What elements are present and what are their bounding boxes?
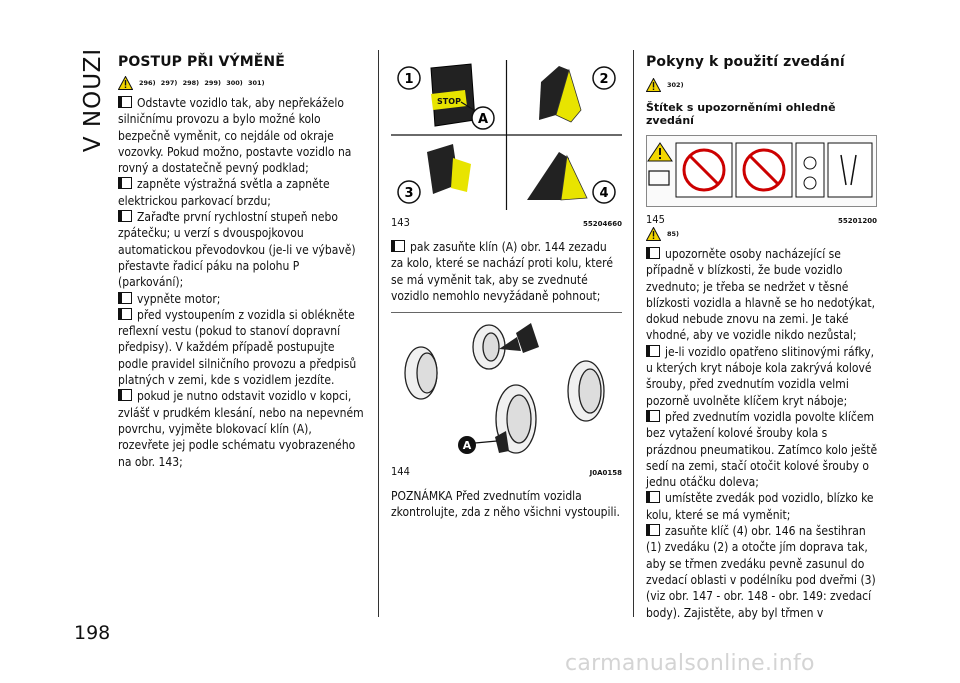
instruction-item: je-li vozidlo opatřeno slitinovými ráfky, u kterých kryt náboje kola zakrývá kolové šrouby, před zvednutím vozidla velmi pozorně uvolněte klíčem kryt náboje; <box>646 344 878 409</box>
wedge-open <box>527 152 587 200</box>
warning-refs <box>646 77 878 93</box>
subheading: Štítek s upozorněními ohledně zvedání <box>646 101 836 127</box>
warning-triangle-icon <box>646 227 661 241</box>
figure-label-4: 4 <box>599 186 609 201</box>
page-number: 198 <box>74 622 111 644</box>
section-side-label <box>78 40 108 160</box>
instruction-item: upozorněte osoby nacházející se případně v blízkosti, že bude vozidlo zvednuto; je třeba se nedržet v těsné blízkosti vozidla a hlavně se ho nedotýkat, dokud nebude znovu na zemi. Je také vhodné, aby ve vozidle nikdo nezůstal; <box>646 246 878 344</box>
column-2 <box>391 60 622 521</box>
column-3 <box>646 53 878 621</box>
instruction-item: umístěte zvedák pod vozidlo, blízko ke kolu, které se má vyměnit; <box>646 490 878 523</box>
section-heading: POSTUP PŘI VÝMĚNĚ <box>118 54 285 70</box>
instruction-item: pak zasuňte klín (A) obr. 144 zezadu za kolo, které se nachází proti kolu, které se má vyměnit tak, aby se zvednuté vozidlo nemohlo nevyžádaně pohnout; <box>391 239 622 304</box>
column-1 <box>118 53 366 470</box>
figure-caption <box>646 213 877 226</box>
figure-code: 55204660 <box>583 220 622 228</box>
figure-145 <box>646 135 877 226</box>
figure-number: 144 <box>391 465 410 479</box>
figure-label-2: 2 <box>599 72 609 87</box>
wedge-opening <box>539 66 581 122</box>
instruction-item: Zařaďte první rychlostní stupeň nebo zpátečku; u verzí s dvouspojkovou automatickou převodovkou (je-li ve výbavě) přestavte řadicí páku na polohu P (parkování); <box>118 209 366 290</box>
wedge-label-text: STOP <box>437 97 461 106</box>
watermark: carmanualsonline.info <box>565 651 815 676</box>
figure-number: 143 <box>391 216 410 229</box>
column-divider <box>633 50 634 617</box>
figure-label-A: A <box>462 439 472 453</box>
separator <box>391 312 622 313</box>
figure-code: 55201200 <box>838 217 877 225</box>
warning-triangle-icon <box>646 78 661 92</box>
figure-label-1: 1 <box>404 72 414 87</box>
wedge-half-open <box>427 144 471 194</box>
figure-143 <box>391 60 622 229</box>
instruction-item: Odstavte vozidlo tak, aby nepřekáželo silničnímu provozu a bylo možné kolo bezpečně vyměnit, co nejdále od okraje vozovky. Pokud možno, postavte vozidlo na rovný a dostatečně pevný podklad; <box>118 95 366 176</box>
instruction-item: vypněte motor; <box>118 291 366 307</box>
figure-label-3: 3 <box>404 186 414 201</box>
warning-refs <box>646 226 878 242</box>
figure-label-A: A <box>477 112 489 127</box>
figure-caption <box>391 216 622 229</box>
note-text: POZNÁMKA Před zvednutím vozidla zkontrolujte, zda z něho všichni vystoupili. <box>391 489 620 520</box>
section-heading: Pokyny k použití zvedání <box>646 54 845 70</box>
section-side-label-text: V NOUZI <box>80 47 107 153</box>
column-divider <box>378 50 379 617</box>
footnote-refs: 302) <box>667 81 684 89</box>
figure-caption <box>391 465 622 478</box>
instruction-item: před zvednutím vozidla povolte klíčem bez vytažení kolové šrouby kola s prázdnou pneumatikou. Zatímco kolo ještě sedí na zemi, stačí otočit kolové šrouby o jednu otáčku doleva; <box>646 409 878 490</box>
footnote-refs: 85) <box>667 230 680 238</box>
figure-number: 145 <box>646 213 665 226</box>
figure-144 <box>391 319 622 478</box>
footnote-refs: 296) 297) 298) 299) 300) 301) <box>139 79 265 87</box>
warning-refs <box>118 75 366 91</box>
instruction-item: pokud je nutno odstavit vozidlo v kopci, zvlášť v prudkém klesání, nebo na nepevném povrchu, vyjměte blokovací klín (A), rozevřete jej podle schématu vyobrazeného na obr. 143; <box>118 388 366 469</box>
warning-triangle-icon <box>118 76 133 90</box>
figure-code: J0A0158 <box>589 469 622 478</box>
instruction-item: zapněte výstražná světla a zapněte elektrickou parkovací brzdu; <box>118 176 366 209</box>
wedge-illustration <box>391 60 622 210</box>
instruction-item: před vystoupením z vozidla si oblékněte reflexní vestu (pokud to stanoví dopravní předpisy). V každém případě postupujte podle pravidel silničního provozu a předpisů platných v zemi, kde s vozidlem jezdíte. <box>118 307 366 388</box>
wedge-folded <box>431 64 475 126</box>
wheel-chock-illustration <box>391 319 622 459</box>
jack-warning-label <box>646 135 877 207</box>
instruction-item: zasuňte klíč (4) obr. 146 na šestihran (1) zvedáku (2) a otočte jím doprava tak, aby se třmen zvedáku pevně zasunul do zvedací oblasti v podélníku pod dveřmi (3) (viz obr. 147 - obr. 148 - obr. 149: zvedací body). Zajistěte, aby byl třmen v <box>646 523 878 621</box>
